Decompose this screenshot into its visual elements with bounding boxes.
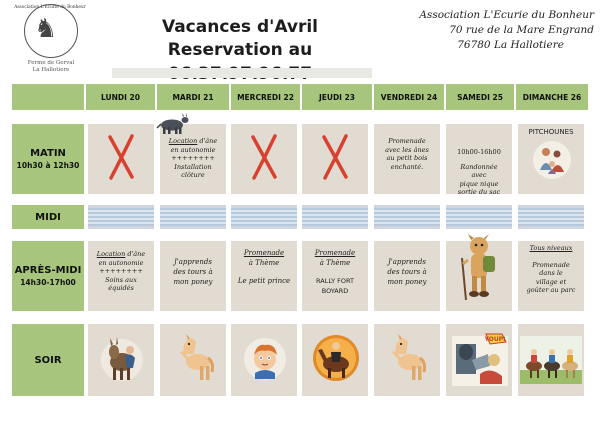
apres-midi-dimanche-cell [518,241,584,311]
samedi-line-2: Randonnée [460,162,498,171]
red-cross-icon [106,133,136,181]
donkey-icon [154,113,190,135]
am-dimanche-line-2: Promenade [532,260,570,269]
am-mercredi-title: Promenade [243,249,285,257]
row-label-soir [12,324,84,396]
am-jeudi-line-4: BOYARD [321,287,349,295]
association-logo [14,4,90,74]
am-dimanche-line-5: goûter au parc [526,286,576,294]
header-corner [12,84,84,110]
midi-vendredi-cell [374,205,440,229]
apres-midi-dimanche-text [520,244,582,295]
midi-label: MIDI [35,211,61,223]
logo-subtitle-2: La Hallotiere [32,67,70,73]
lundi-location-rest: d'âne [125,250,146,258]
hiking-horse-icon [452,234,506,304]
address-line-1: Association L'Ecurie du Bonheur [419,9,594,21]
am-mardi-line-1: J'apprends [174,258,212,266]
matin-dimanche-cell [518,124,584,194]
logo-subtitle-1: Ferme de Gerval [27,60,75,66]
apres-midi-lundi-cell [88,241,154,311]
midi-mercredi-cell [231,205,297,229]
matin-vendredi-text [376,137,438,171]
day-header-jeudi: JEUDI 23 [302,84,372,110]
row-label-matin [12,124,84,194]
apres-midi-label: APRÈS-MIDI [14,265,82,276]
am-jeudi-title: Promenade [314,249,356,257]
soir-mercredi-cell [231,324,297,396]
soir-vendredi-cell [374,324,440,396]
matin-mercredi-cell [231,124,297,194]
matin-time: 10h30 à 12h30 [16,161,80,170]
apres-midi-jeudi-text [304,248,366,296]
address-line-2: 70 rue de la Mare Engrand [449,24,594,36]
day-header-dimanche: DIMANCHE 26 [516,84,588,110]
midi-mardi-cell [160,205,226,229]
red-cross-icon [320,133,350,181]
am-jeudi-line-3: RALLY FORT [316,277,354,285]
vendredi-line-4: enchanté. [390,162,424,171]
apres-midi-jeudi-cell [302,241,368,311]
apres-midi-vendredi-cell [374,241,440,311]
vendredi-line-3: au petit bois [386,154,428,162]
address-line-3: 76780 La Hallotiere [457,39,564,51]
soir-lundi-cell [88,324,154,396]
am-mardi-line-3: mon poney [173,278,213,286]
title-line-1: Vacances d'Avril [161,17,319,37]
am-dimanche-line-4: village et [535,277,567,286]
midi-dimanche-cell [518,205,584,229]
soir-jeudi-cell [302,324,368,396]
am-dimanche-line-3: dans le [539,269,563,277]
lundi-line-3: ++++++++ [99,267,143,275]
apres-midi-mardi-text [162,257,224,287]
day-header-samedi: SAMEDI 25 [446,84,514,110]
mardi-line-2: en autonomie [170,145,216,154]
apres-midi-mardi-cell [160,241,226,311]
am-vendredi-line-2: des tours à [387,268,427,276]
vendredi-line-1: Promenade [388,137,426,145]
matin-label: MATIN [30,148,66,159]
day-header-mardi: MARDI 21 [157,84,229,110]
am-dimanche-title: Tous niveaux [529,244,573,252]
am-jeudi-line-2: à Thème [319,259,351,267]
am-vendredi-line-1: J'apprends [388,258,426,266]
comic-youpi-text: YOUPI [484,336,506,343]
mardi-line-4: Installation [174,162,212,171]
dimanche-pitchounes: PITCHOUNES [528,128,574,136]
family-icon [532,140,572,180]
title-underline-bar [112,68,372,78]
comic-horse-icon [450,330,510,390]
day-header-vendredi: VENDREDI 24 [374,84,444,110]
kids-riding-icon [520,336,582,384]
day-header-mercredi: MERCREDI 22 [231,84,300,110]
red-cross-icon [249,133,279,181]
soir-dimanche-cell [518,324,584,396]
am-mercredi-line-2: à Thème [248,259,280,267]
apres-midi-lundi-text [90,250,152,293]
pony-icon [174,332,216,386]
mardi-location-rest: d'âne [197,137,218,145]
midi-lundi-cell [88,205,154,229]
matin-lundi-cell [88,124,154,194]
midi-samedi-cell [446,205,512,229]
horse-head-icon: ♞ [34,14,58,44]
lundi-location-title: Location [96,250,126,258]
title-line-2: Reservation au [167,40,313,60]
matin-mardi-text [162,137,224,180]
matin-samedi-cell [446,124,512,194]
am-mardi-line-2: des tours à [173,268,213,276]
row-label-apres-midi [12,241,84,311]
rider-icon [312,332,360,384]
midi-jeudi-cell [302,205,368,229]
day-header-lundi: LUNDI 20 [86,84,155,110]
am-vendredi-line-3: mon poney [387,278,427,286]
mardi-line-5: clôture [181,171,205,179]
association-address [392,8,594,53]
mardi-location-title: Location [168,137,198,145]
samedi-line-4: pique nique [459,179,499,188]
apres-midi-time: 14h30-17h00 [20,278,76,287]
apres-midi-mercredi-cell [231,241,297,311]
soir-label: SOIR [34,354,62,366]
matin-vendredi-cell [374,124,440,194]
samedi-line-1: 10h00-16h00 [457,148,501,156]
samedi-line-5: sortie du sac [457,188,501,194]
soir-samedi-cell [446,324,512,396]
apres-midi-vendredi-text [376,257,438,287]
mardi-line-3: ++++++++ [171,154,215,162]
lundi-line-5: équidés [108,284,134,292]
matin-jeudi-cell [302,124,368,194]
logo-ring-text: Association L'Ecurie du Bonheur [14,5,86,10]
row-label-midi [12,205,84,229]
donkey-icon [100,334,144,386]
little-prince-icon [243,335,287,383]
samedi-line-3: avec [471,171,487,179]
apres-midi-mercredi-text [233,248,295,286]
matin-samedi-text [448,148,510,194]
am-mercredi-line-3: Le petit prince [237,277,291,285]
lundi-line-4: Soins aux [105,275,137,284]
lundi-line-2: en autonomie [98,258,144,267]
vendredi-line-2: avec les ânes [385,145,429,154]
soir-mardi-cell [160,324,226,396]
pony-icon [386,332,428,386]
